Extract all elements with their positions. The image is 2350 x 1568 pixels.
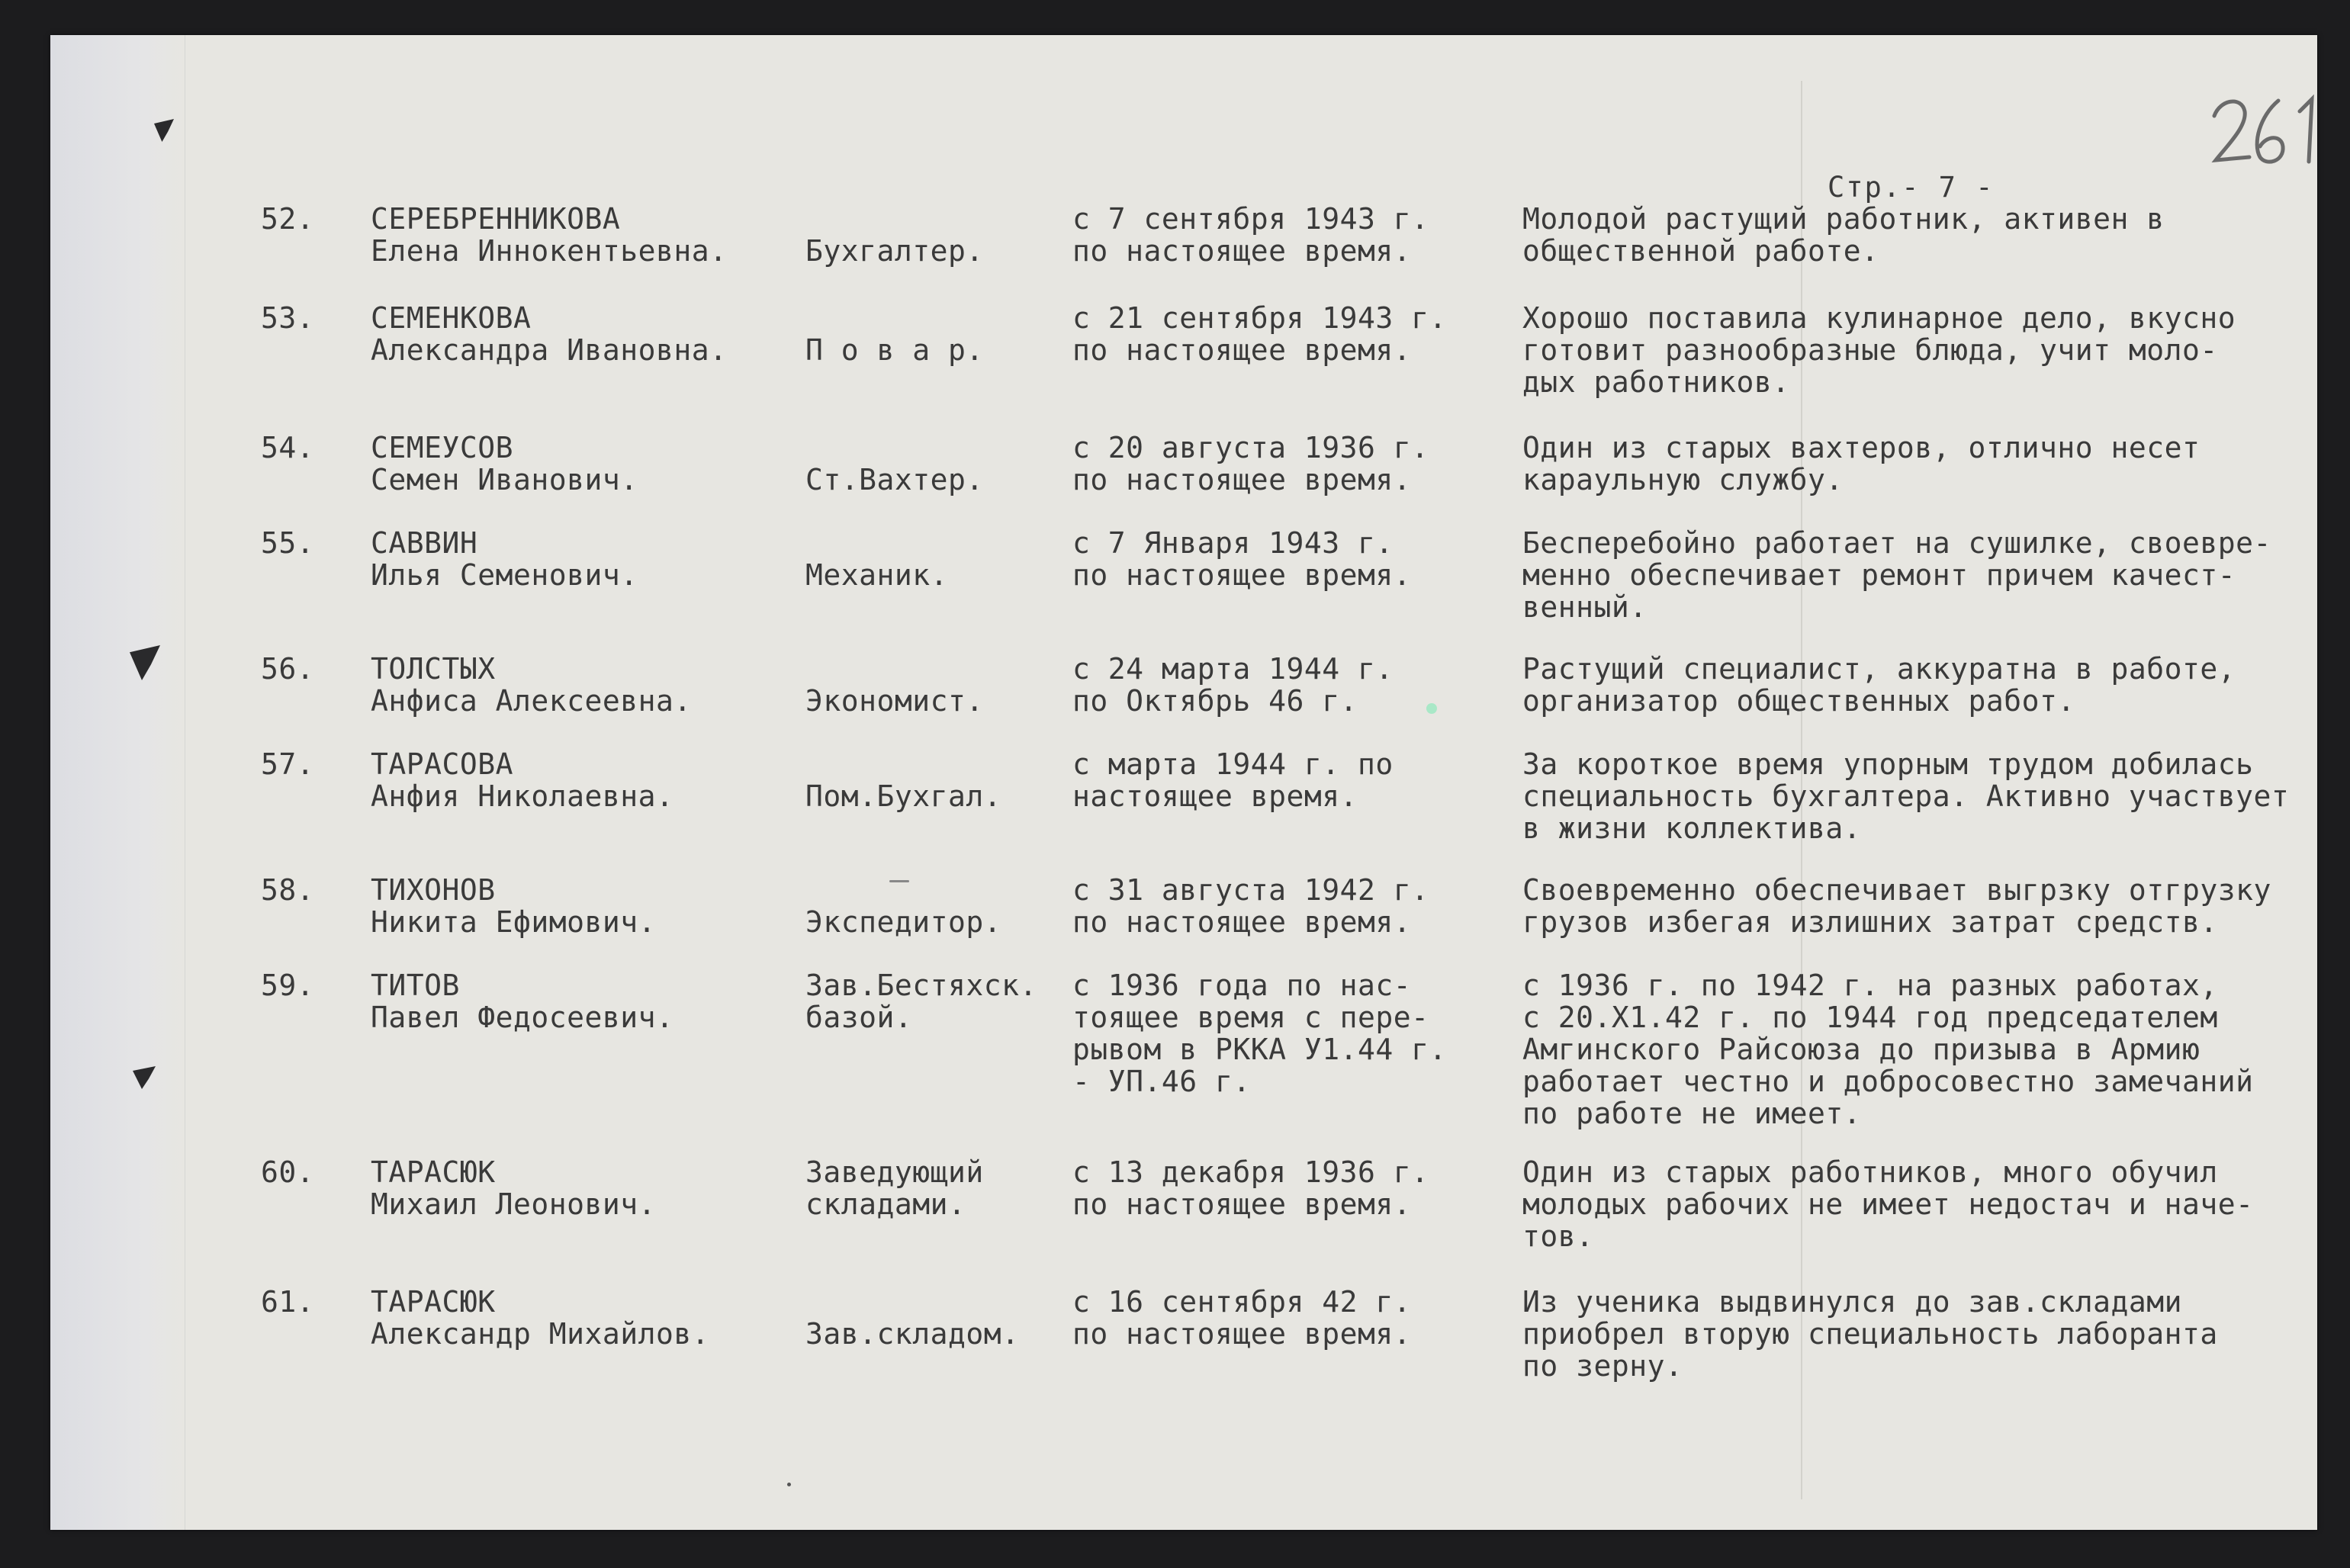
employee-position: Экономист.: [805, 684, 984, 718]
employee-position: Зав.складом.: [805, 1317, 1020, 1351]
handwritten-page-number: [2205, 88, 2327, 172]
employee-characteristic: Один из старых вахтеров, отлично несет караульную службу.: [1522, 431, 2201, 496]
employee-position: Зав.Бестяхск. базой.: [805, 969, 1037, 1034]
employment-period: с 7 Января 1943 г. по настоящее время.: [1072, 526, 1412, 592]
green-dot-mark: [1426, 703, 1437, 714]
employee-characteristic: Своевременно обеспечивает выгрзку отгрузку грузов избегая излишних затрат средств.: [1522, 873, 2271, 939]
employee-name: ТИХОНОВ Никита Ефимович.: [371, 873, 657, 939]
employee-name: ТОЛСТЫХ Анфиса Алексеевна.: [371, 652, 692, 718]
employee-name: СЕМЕНКОВА Александра Ивановна.: [371, 301, 728, 367]
entry-number: 52.: [261, 202, 315, 236]
paper-left-edge: [50, 35, 185, 1530]
employee-characteristic: Растущий специалист, аккуратна в работе, организатор общественных работ.: [1522, 652, 2236, 718]
employee-name: СЕМЕУСОВ Семен Иванович.: [371, 431, 638, 496]
employment-period: с 21 сентября 1943 г. по настоящее время.: [1072, 301, 1447, 367]
employee-name: ТИТОВ Павел Федосеевич.: [371, 969, 674, 1034]
employee-characteristic: Хорошо поставила кулинарное дело, вкусно готовит разнообразные блюда, учит моло- дых работников.: [1522, 301, 2236, 399]
employment-period: с 1936 года по нас- тоящее время с пере- рывом в РККА У1.44 г. - УП.46 г.: [1072, 969, 1447, 1098]
employee-characteristic: с 1936 г. по 1942 г. на разных работах, с 20.Х1.42 г. по 1944 год председателем Амгинского Райсоюза до призыва в Армию работает честно и добросовестно замечаний по работе не имеет.: [1522, 969, 2254, 1130]
employee-position: П о в а р.: [805, 333, 984, 367]
employee-characteristic: Один из старых работников, много обучил молодых рабочих не имеет недостач и начe- тов.: [1522, 1155, 2254, 1253]
entry-number: 60.: [261, 1155, 315, 1189]
employee-position: Механик.: [805, 558, 949, 592]
entry-number: 58.: [261, 873, 315, 907]
page-label: Стр.- 7 -: [1828, 171, 1995, 204]
employee-characteristic: Бесперебойно работает на сушилке, своевре- менно обеспечивает ремонт причем качест- венный.: [1522, 526, 2271, 624]
entry-number: 55.: [261, 526, 315, 560]
employee-characteristic: Из ученика выдвинулся до зав.складами приобрел вторую специальность лаборанта по зерну.: [1522, 1285, 2218, 1383]
employment-period: с 16 сентября 42 г. по настоящее время.: [1072, 1285, 1412, 1351]
employee-position: Экспедитор.: [805, 905, 1002, 939]
employment-period: с 13 декабря 1936 г. по настоящее время.: [1072, 1155, 1429, 1221]
entry-number: 56.: [261, 652, 315, 686]
document-page: [50, 35, 2317, 1530]
employee-characteristic: Молодой растущий работник, активен в общественной работе.: [1522, 202, 2165, 268]
entry-number: 53.: [261, 301, 315, 335]
paper-speck: [889, 880, 909, 882]
employee-position: Пом.Бухгал.: [805, 779, 1002, 813]
employment-period: с марта 1944 г. по настоящее время.: [1072, 747, 1394, 813]
employee-characteristic: За короткое время упорным трудом добилась специальность бухгалтера. Активно участвует в жизни коллектива.: [1522, 747, 2290, 845]
entry-number: 54.: [261, 431, 315, 464]
employee-name: ТАРАСЮК Александр Михайлов.: [371, 1285, 710, 1351]
entry-number: 59.: [261, 969, 315, 1002]
entry-number: 57.: [261, 747, 315, 781]
employee-name: СЕРЕБРЕННИКОВА Елена Иннокентьевна.: [371, 202, 728, 268]
employment-period: с 31 августа 1942 г. по настоящее время.: [1072, 873, 1429, 939]
employee-position: Заведующий складами.: [805, 1155, 984, 1221]
employee-name: ТАРАСЮК Михаил Леонович.: [371, 1155, 657, 1221]
employee-position: Ст.Вахтер.: [805, 463, 984, 496]
employment-period: с 20 августа 1936 г. по настоящее время.: [1072, 431, 1429, 496]
employee-name: ТАРАСОВА Анфия Николаевна.: [371, 747, 674, 813]
paper-speck: [787, 1483, 791, 1486]
employment-period: с 24 марта 1944 г. по Октябрь 46 г.: [1072, 652, 1394, 718]
employee-name: САВВИН Илья Семенович.: [371, 526, 638, 592]
entry-number: 61.: [261, 1285, 315, 1319]
employee-position: Бухгалтер.: [805, 234, 984, 268]
employment-period: с 7 сентября 1943 г. по настоящее время.: [1072, 202, 1429, 268]
